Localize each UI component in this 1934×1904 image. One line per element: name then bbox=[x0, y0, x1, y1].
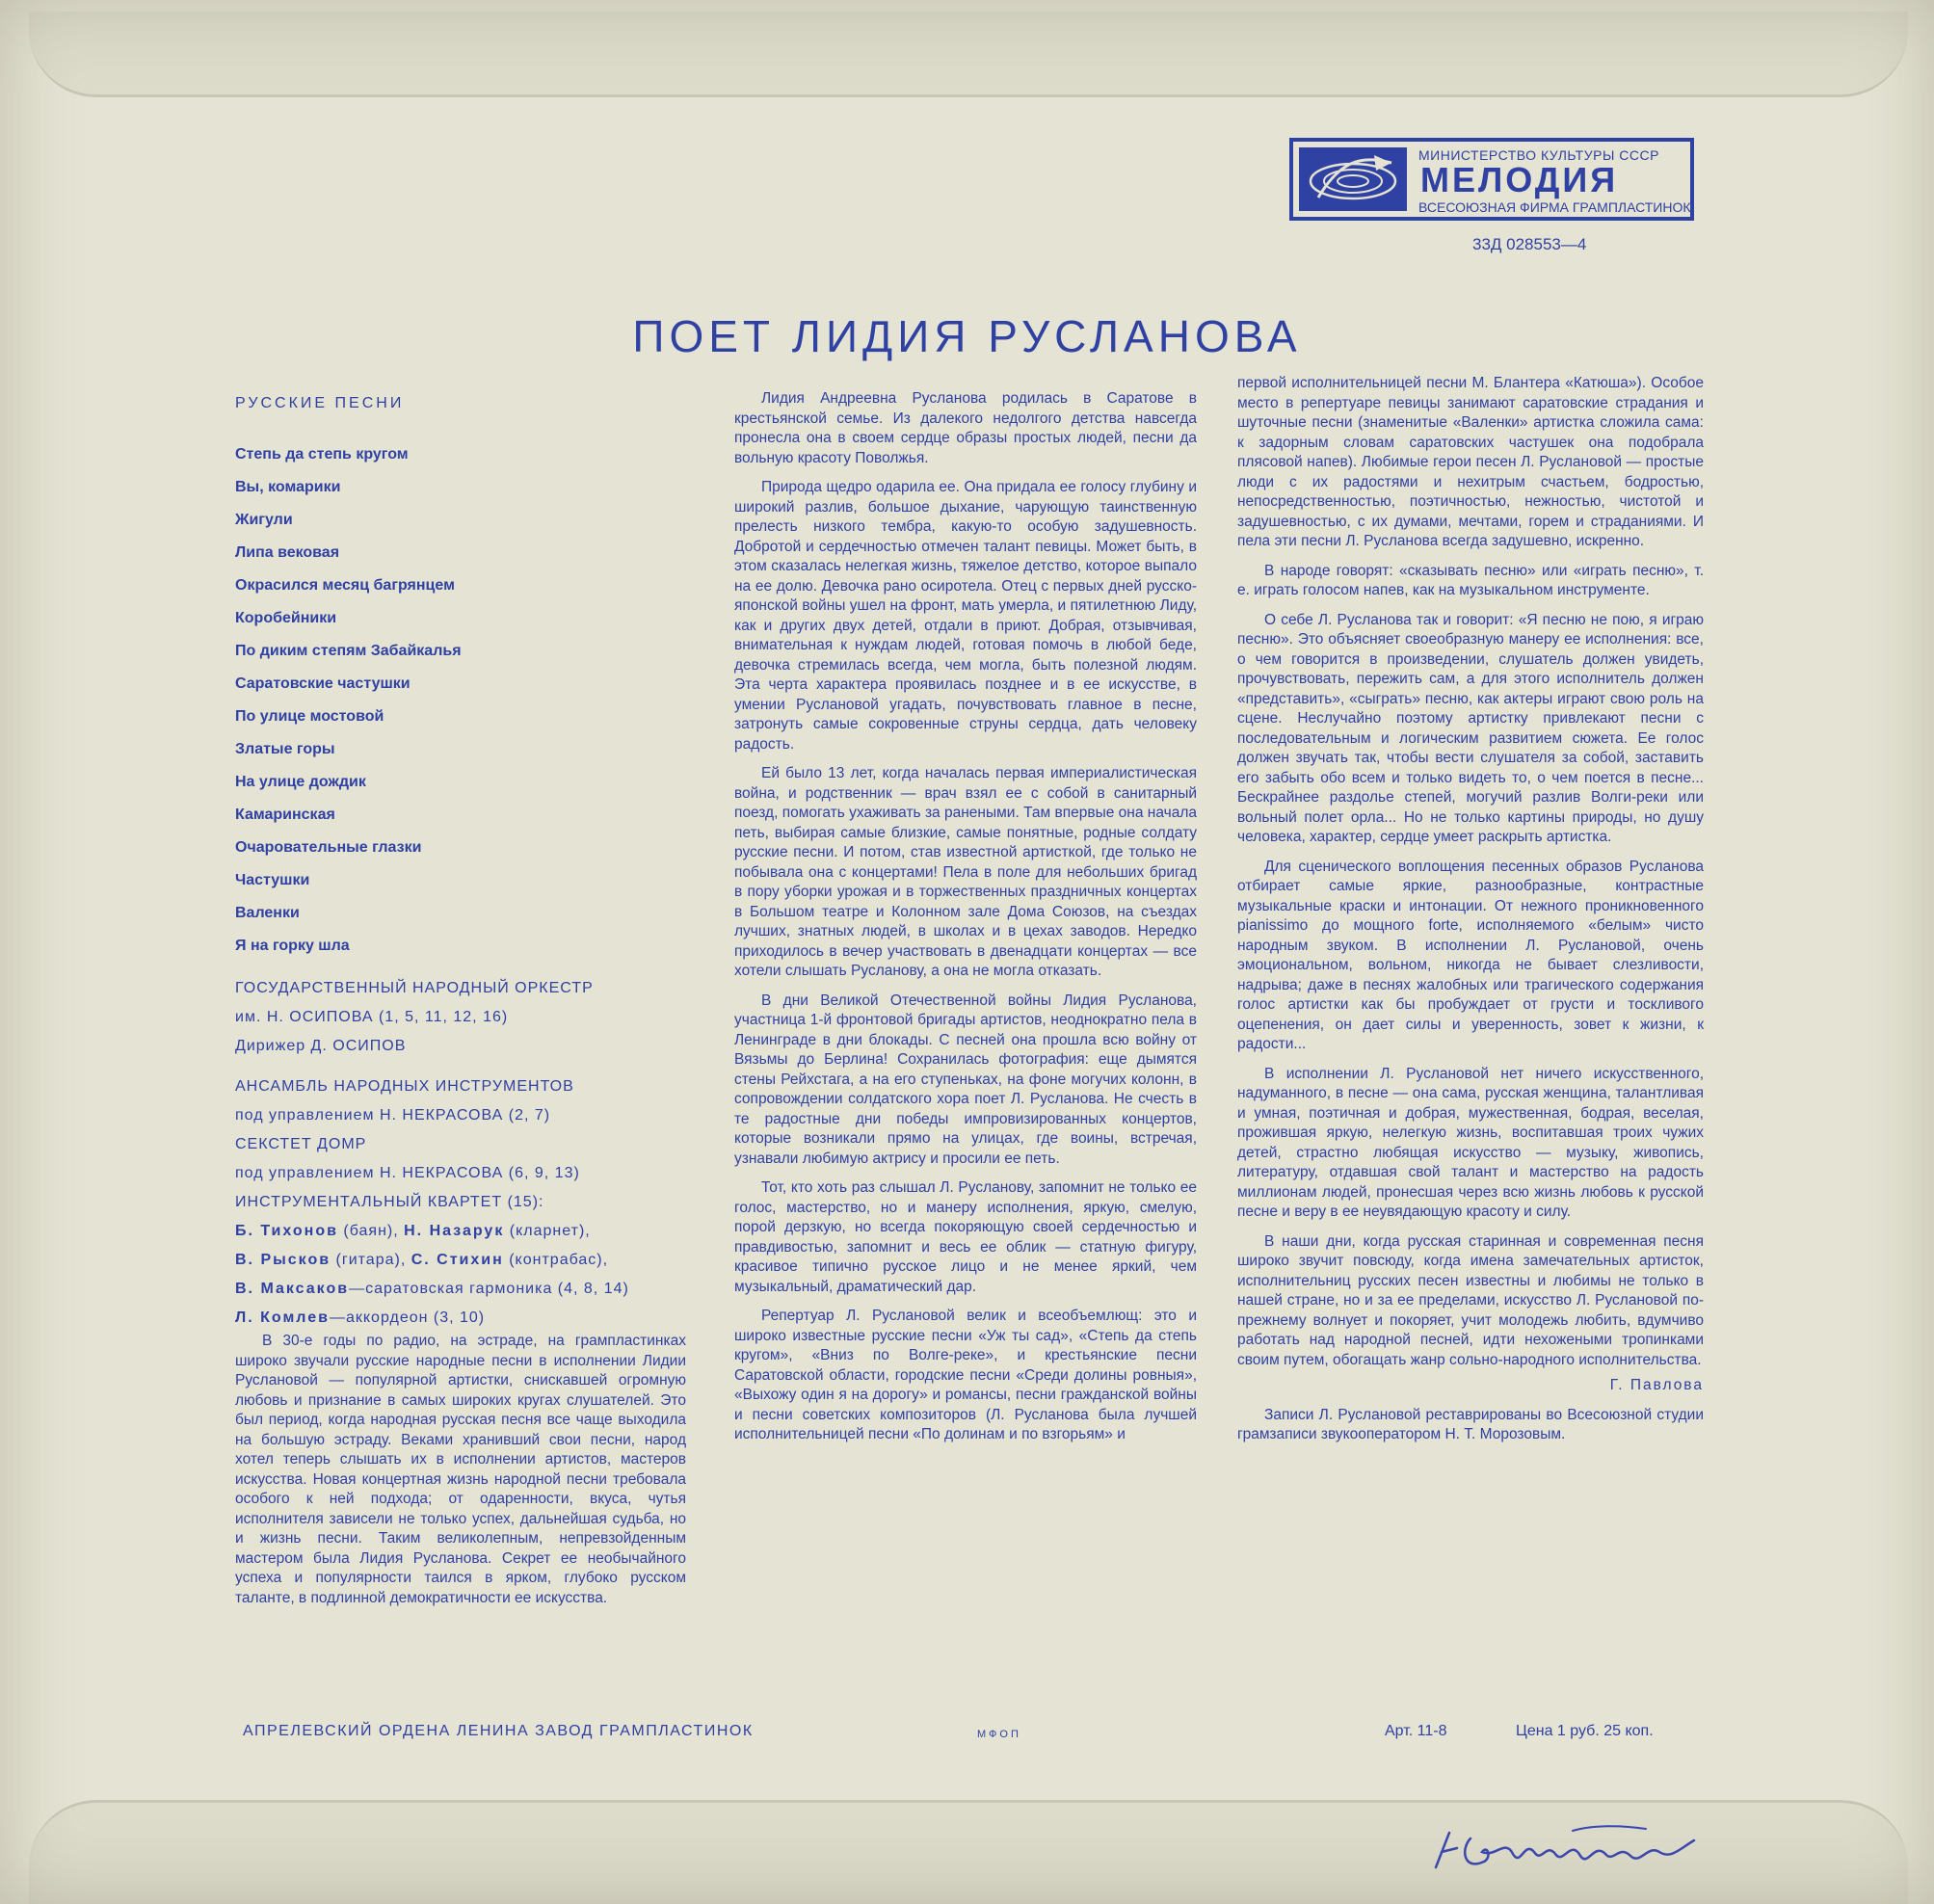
credit-orchestra: ГОСУДАРСТВЕННЫЙ НАРОДНЫЙ ОРКЕСТР bbox=[235, 980, 594, 996]
catalog-number: 33Д 028553—4 bbox=[1472, 235, 1587, 253]
logo-brand-name: МЕЛОДИЯ bbox=[1420, 160, 1619, 199]
song-item: Степь да степь кругом bbox=[235, 446, 409, 463]
musician-role: (гитара), bbox=[331, 1252, 411, 1268]
melodiya-emblem-icon bbox=[1299, 147, 1407, 211]
tracklist-column bbox=[235, 395, 688, 1333]
intro-text-block bbox=[235, 1332, 686, 1608]
musician-name: Б. Тихонов bbox=[235, 1223, 338, 1239]
logo-ministry-text: МИНИСТЕРСТВО КУЛЬТУРЫ СССР bbox=[1418, 147, 1659, 163]
footer-article: Арт. 11-8 bbox=[1385, 1723, 1447, 1739]
section-label: РУССКИЕ ПЕСНИ bbox=[235, 395, 405, 411]
album-title: ПОЕТ ЛИДИЯ РУСЛАНОВА bbox=[632, 311, 1302, 361]
body-paragraph: В дни Великой Отечественной войны Лидия Русланова, участница 1-й фронтовой бригады артистов, неоднократно пела в Ленинграде в дни блокады. С песней она прошла всю войну от Вязьмы до Берлина! Сохранилась фотография: еще дымятся стены Рейхстага, а на его ступеньках, на фоне могучих колонн, в сопровождении солдатского хора поет Л. Русланова. Не счесть в те радостные дни победы импровизированных концертов, которые возникали прямо на улицах, где воины, встречая, узнавали любимую актрису и просили ее петь. bbox=[734, 992, 1197, 1167]
musician-role: —аккордеон (3, 10) bbox=[329, 1309, 486, 1326]
body-paragraph: Для сценического воплощения песенных образов Русланова отбирает самые яркие, разнообразные, контрастные музыкальные краски и интонации. От нежного проникновенного pianissimo до мощного forte, исполняемого «белым» чисто народным звуком. В исполнении Л. Руслановой, очень эмоциональном, вольном, никогда не бывает слезливости, надрыва; даже в песнях жалобных или трагического содержания голос артистки как бы пробуждает от грусти и тоскливого оцепенения, он дает силы и уверенность, зовет к жизни, к радости... bbox=[1237, 858, 1704, 1052]
musician-role: (баян), bbox=[337, 1223, 405, 1239]
credit-conductor: Дирижер Д. ОСИПОВ bbox=[235, 1038, 407, 1054]
song-item: Окрасился месяц багрянцем bbox=[235, 577, 455, 594]
credit-ensemble-leader: под управлением Н. НЕКРАСОВА (2, 7) bbox=[235, 1107, 551, 1124]
song-item: Златые горы bbox=[235, 741, 335, 757]
logo-firm-text: ВСЕСОЮЗНАЯ ФИРМА ГРАМПЛАСТИНОК bbox=[1418, 199, 1691, 215]
body-paragraph: Природа щедро одарила ее. Она придала ее голосу глубину и широкий разлив, большое дыхание, чарующую таинственную прелесть низкого тембра, какую-то особую задушевность. Добротой и сердечностью отмечен талант певицы. Может быть, в этом сказалась нелегкая жизнь, тяжелое детство, которое выпало на ее долю. Девочка рано осиротела. Отец с первых дней русско-японской войны ушел на фронт, мать умерла, и пятилетнюю Лиду, как и других двух детей, отдали в приют. Добрая, отзывчивая, внимательная к нуждам людей, готовая помочь в любой беде, девочка стремилась всегда, чем могла, быть полезной людям. Эта черта характера проявилась позднее и в ее искусстве, в умении Руслановой угадать, почувствовать главное в песне, затронуть самые сокровенные струны сердца, дать человеку радость. bbox=[734, 479, 1197, 753]
biography-column-right bbox=[1237, 374, 1704, 1445]
musician-name: В. Рысков bbox=[235, 1252, 331, 1268]
song-item: Вы, комарики bbox=[235, 479, 341, 495]
handwritten-signature bbox=[1428, 1819, 1708, 1887]
footer-factory: АПРЕЛЕВСКИЙ ОРДЕНА ЛЕНИНА ЗАВОД ГРАМПЛАСТИНОК bbox=[243, 1723, 754, 1739]
body-paragraph: В народе говорят: «сказывать песню» или «играть песню», т. е. играть голосом напев, как на музыкальном инструменте. bbox=[1237, 562, 1704, 598]
credit-orchestra-tracks: им. Н. ОСИПОВА (1, 5, 11, 12, 16) bbox=[235, 1009, 509, 1025]
melodiya-logo bbox=[1289, 138, 1694, 221]
credit-sextet: СЕКСТЕТ ДОМР bbox=[235, 1136, 367, 1152]
song-item: Камаринская bbox=[235, 807, 335, 823]
author-signature: Г. Павлова bbox=[1609, 1377, 1704, 1393]
body-paragraph: В наши дни, когда русская старинная и современная песня широко звучит повсюду, когда имена замечательных артисток, исполнительниц русских песен известны и любимы не только в нашей стране, но и за ее пределами, искусство Л. Руслановой по-прежнему волнует и покоряет, учит молодежь любить, вдумчиво работать над народной песней, идти нехожеными тропинками своим путем, обогащать жанр сольно-народного исполнительства. bbox=[1237, 1232, 1704, 1368]
musician-name: С. Стихин bbox=[411, 1252, 504, 1268]
restoration-note: Записи Л. Руслановой реставрированы во Всесоюзной студии грамзаписи звукооператором Н. Т. Морозовым. bbox=[1237, 1406, 1704, 1442]
musician-role: (контрабас), bbox=[503, 1252, 609, 1268]
musician-name: В. Максаков bbox=[235, 1281, 350, 1297]
body-paragraph: Репертуар Л. Руслановой велик и всеобъемлющ: это и широко известные русские песни «Уж ты сад», «Степь да степь кругом», «Вниз по Волге-реке», и крестьянские песни Саратовской области, городские песни «Среди долины ровныя», «Выхожу один я на дорогу» и романсы, песни гражданской войны и песни советских композиторов (Л. Русланова была лучшей исполнительницей песни «По долинам и по взгорьям» и bbox=[734, 1308, 1197, 1442]
credit-ensemble: АНСАМБЛЬ НАРОДНЫХ ИНСТРУМЕНТОВ bbox=[235, 1078, 574, 1095]
performer-credits bbox=[235, 974, 688, 1333]
song-item: По улице мостовой bbox=[235, 708, 384, 725]
song-item: Жигули bbox=[235, 512, 293, 528]
musician-role: —саратовская гармоника (4, 8, 14) bbox=[349, 1281, 629, 1297]
credit-musicians-line bbox=[235, 1217, 688, 1246]
footer-mfop: МФОП bbox=[977, 1729, 1021, 1740]
body-paragraph: В исполнении Л. Руслановой нет ничего искусственного, надуманного, в песне — она сама, русская женщина, талантливая и умная, поэтичная и добрая, мужественная, бодрая, веселая, прожившая яркую, нелегкую жизнь, воспитавшая троих чужих детей, страстно любящая искусство — музыку, живопись, литературу, отдавшая свой талант и мастерство на радость миллионам людей, пронесшая через всю жизнь любовь к русской песне и веру в ее неувядающую красоту и силу. bbox=[1237, 1065, 1704, 1220]
musician-role: (кларнет), bbox=[504, 1223, 591, 1239]
song-item: Саратовские частушки bbox=[235, 675, 411, 692]
credit-musicians-line bbox=[235, 1246, 688, 1275]
song-list bbox=[235, 438, 688, 963]
credit-sextet-leader: под управлением Н. НЕКРАСОВА (6, 9, 13) bbox=[235, 1165, 580, 1181]
musician-name: Л. Комлев bbox=[235, 1309, 330, 1326]
top-glue-flap bbox=[29, 12, 1908, 97]
body-paragraph: Лидия Андреевна Русланова родилась в Саратове в крестьянской семье. Из далекого недолгого детства навсегда пронесла она в своем сердце образы простых людей, песни да вольную красоту Поволжья. bbox=[734, 390, 1197, 466]
biography-column-middle bbox=[734, 389, 1197, 1445]
footer-price: Цена 1 руб. 25 коп. bbox=[1516, 1723, 1654, 1739]
body-paragraph: О себе Л. Русланова так и говорит: «Я песню не пою, я играю песню». Это объясняет своеобразную манеру ее исполнения: все, о чем говорится в произведении, слушатель должен увидеть, прочувствовать, пережить сам, а для этого исполнитель должен «представить», «сыграть» песню, как актеры играют свою роль на сцене. Неслучайно поэтому артистку привлекают песни с последовательным и логическим развитием сюжета. Ее голос должен звучать так, чтобы вести слушателя за собой, заставить его забыть обо всем и только видеть то, о чем поется в песне... Бескрайнее раздолье степей, могучий разлив Волги-реки или вольный полет орла... Но не только картины природы, но душу человека, характер, сердце умеет раскрыть артистка. bbox=[1237, 611, 1704, 845]
song-item: На улице дождик bbox=[235, 774, 366, 790]
song-item: Частушки bbox=[235, 872, 310, 888]
song-item: Очаровательные глазки bbox=[235, 839, 422, 856]
credit-quartet: ИНСТРУМЕНТАЛЬНЫЙ КВАРТЕТ (15): bbox=[235, 1194, 544, 1210]
body-paragraph: В 30-е годы по радио, на эстраде, на грампластинках широко звучали русские народные песни в исполнении Лидии Руслановой — популярной артистки, снискавшей огромную любовь и признание в самых широких кругах слушателей. Это был период, когда народная русская песня все чаще выходила на большую эстраду. Веками хранивший свои песни, народ хотел теперь слышать их в исполнении артистов, мастеров искусства. Новая концертная жизнь народной песни требовала особого к ней подхода; от одаренности, вкуса, чутья исполнителя зависели не только успех, дальнейшая судьба, но и жизнь песни. Таким великолепным, непревзойденным мастером была Лидия Русланова. Секрет ее необычайного успеха и популярности таился в ярком, глубоко русском таланте, в подлинной демократичности ее искусства. bbox=[235, 1333, 686, 1606]
musician-name: Н. Назарук bbox=[404, 1223, 505, 1239]
song-item: Липа вековая bbox=[235, 544, 340, 561]
body-paragraph: Ей было 13 лет, когда началась первая империалистическая война, и родственник — врач взял ее с собой в санитарный поезд, помогать ухаживать за ранеными. Там впервые она начала петь, выбирая самые близкие, самые понятные, родные солдату русские песни. И потом, став известной артисткой, где только не побывала она с концертами! Пела в поле для небольших бригад в пору уборки урожая и в торжественных праздничных концертах в Большом театре и Колонном зале Дома Союзов, на съездах лучших, знатных людей, в школах и в цехах заводов. Нередко приходилось в вечер участвовать в двенадцати концертах — все хотели слышать Русланову, а она не могла отказать. bbox=[734, 765, 1197, 979]
body-paragraph: первой исполнительницей песни М. Блантера «Катюша»). Особое место в репертуаре певицы занимают саратовские страдания и шуточные песни (знаменитые «Валенки» артистка сложила сама: к задорным словам саратовских частушек она подобрала плясовой напев). Любимые герои песен Л. Руслановой — простые люди с их радостями и нехитрым счастьем, бодростью, непосредственностью, поэтичностью, нежностью, чистотой и задушевностью, с их думами, мечтами, горем и страданиями. И пела эти песни Л. Русланова всегда задушевно, искренно. bbox=[1237, 375, 1704, 549]
song-item: Валенки bbox=[235, 905, 300, 921]
body-paragraph: Тот, кто хоть раз слышал Л. Русланову, запомнит не только ее голос, мастерство, но и манеру исполнения, яркую, смелую, порой дерзкую, но всегда покоряющую своей сердечностью и правдивостью, запомнит и весь ее облик — статную фигуру, красивое типично русское лицо и не менее яркий, чем музыкальный, драматический дар. bbox=[734, 1179, 1197, 1295]
credit-musicians-line bbox=[235, 1275, 688, 1304]
song-item: Я на горку шла bbox=[235, 938, 350, 954]
song-item: По диким степям Забайкалья bbox=[235, 643, 462, 659]
song-item: Коробейники bbox=[235, 610, 337, 626]
credit-musicians-line bbox=[235, 1304, 688, 1333]
